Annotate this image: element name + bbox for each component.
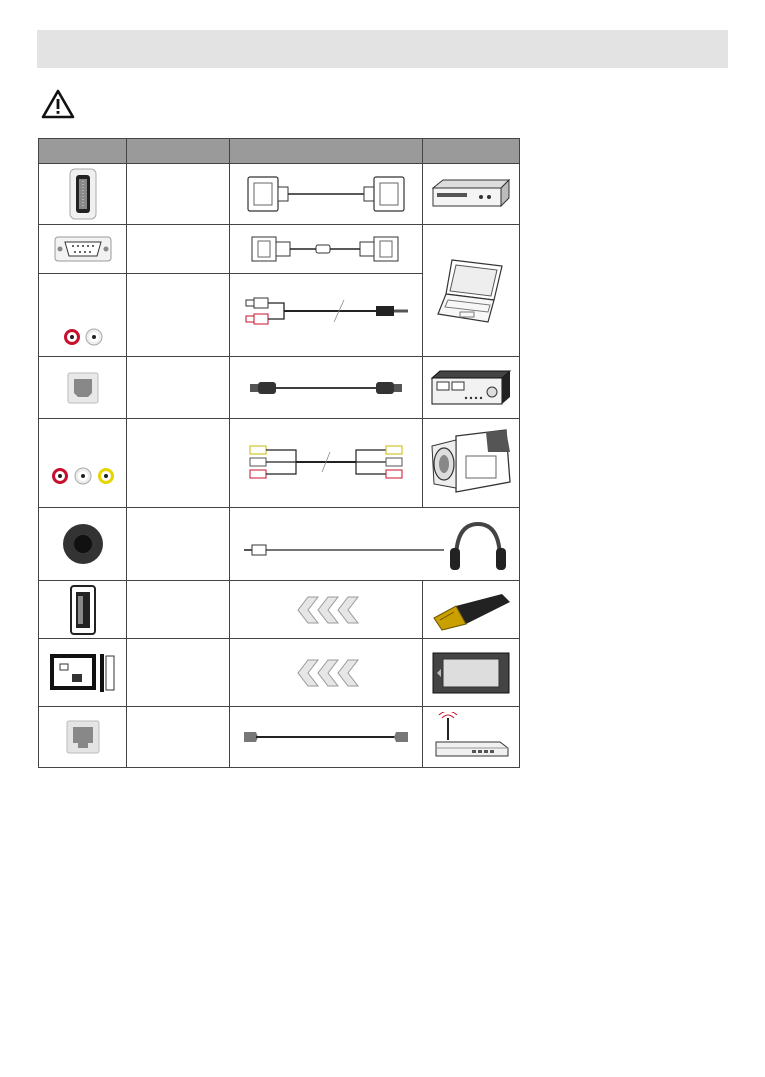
- laptop-icon: [434, 256, 508, 326]
- warning-icon: [40, 88, 76, 120]
- cable-cell: [230, 274, 422, 357]
- headphones-icon: [450, 524, 506, 570]
- camcorder-icon: [426, 422, 516, 504]
- table-header-row: [39, 139, 520, 164]
- hdmi-cable-icon: [236, 169, 416, 219]
- connector-cell: [39, 508, 127, 581]
- column-header: [230, 139, 422, 164]
- optical-port-icon: [66, 371, 100, 405]
- connector-cell: [39, 357, 127, 419]
- optical-cable-icon: [236, 378, 416, 398]
- device-cell: [422, 707, 519, 768]
- table-row: [39, 707, 520, 768]
- av-rca-port-icon: [47, 428, 119, 498]
- cable-cell: [230, 164, 422, 225]
- ci-module-icon: [431, 649, 511, 697]
- insert-arrows-icon: [286, 595, 366, 625]
- table-row: [39, 164, 520, 225]
- rca-to-jack-cable-icon: [236, 290, 416, 340]
- column-header: [39, 139, 127, 164]
- device-cell: [422, 419, 519, 508]
- table-row: [39, 357, 520, 419]
- hdmi-port-icon: [68, 167, 98, 221]
- device-cell: [422, 581, 519, 639]
- headphone-cable-icon: [230, 512, 518, 576]
- audio-rca-port-icon: [58, 280, 108, 350]
- device-cell: [422, 639, 519, 707]
- connector-label: [127, 707, 230, 768]
- cable-cell: [230, 508, 520, 581]
- insert-arrows-icon: [286, 658, 366, 688]
- connector-label: [127, 508, 230, 581]
- headphone-jack-icon: [58, 519, 108, 569]
- cable-cell: [230, 419, 422, 508]
- vga-cable-icon: [236, 229, 416, 269]
- ethernet-cable-icon: [236, 727, 416, 747]
- device-cell: [422, 225, 519, 357]
- cable-cell: [230, 639, 422, 707]
- usb-stick-icon: [428, 588, 514, 632]
- usb-port-icon: [68, 584, 98, 636]
- connector-cell: [39, 419, 127, 508]
- table-row: [39, 508, 520, 581]
- connector-cell: [39, 274, 127, 357]
- connector-label: [127, 419, 230, 508]
- cable-cell: [230, 581, 422, 639]
- dvd-player-icon: [429, 174, 513, 214]
- connector-label: [127, 225, 230, 274]
- vga-port-icon: [53, 233, 113, 265]
- table-row: [39, 419, 520, 508]
- device-cell: [422, 357, 519, 419]
- connector-label: [127, 581, 230, 639]
- column-header: [127, 139, 230, 164]
- connector-cell: [39, 707, 127, 768]
- ethernet-port-icon: [65, 719, 101, 755]
- connector-cell: [39, 225, 127, 274]
- connector-cell: [39, 164, 127, 225]
- column-header: [422, 139, 519, 164]
- connector-label: [127, 639, 230, 707]
- table-row: [39, 639, 520, 707]
- cable-cell: [230, 707, 422, 768]
- connections-table: [38, 138, 520, 768]
- connector-cell: [39, 581, 127, 639]
- device-cell: [422, 164, 519, 225]
- cable-cell: [230, 357, 422, 419]
- connector-label: [127, 274, 230, 357]
- router-icon: [428, 712, 514, 762]
- amplifier-icon: [428, 368, 514, 408]
- table-row: [39, 225, 520, 274]
- connector-label: [127, 164, 230, 225]
- header-bar: [37, 30, 728, 68]
- table-row: [39, 581, 520, 639]
- av-rca-cable-icon: [236, 438, 416, 488]
- connector-label: [127, 357, 230, 419]
- ci-slot-icon: [48, 650, 118, 696]
- connector-cell: [39, 639, 127, 707]
- cable-cell: [230, 225, 422, 274]
